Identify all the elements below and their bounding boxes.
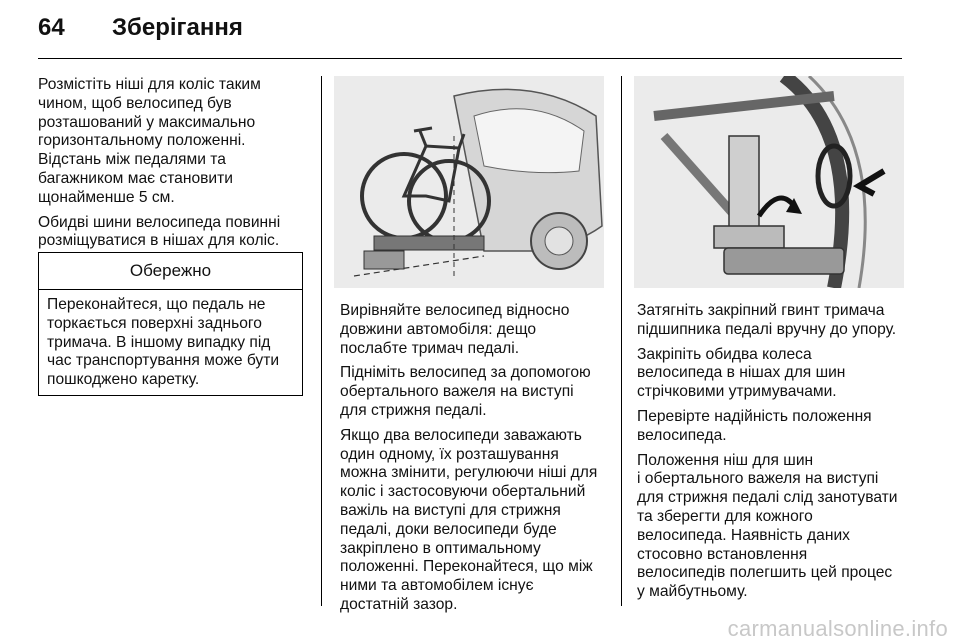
column-left	[38, 76, 308, 257]
paragraph: Розмістіть ніші для коліс таким чином, щоб велосипед був розташований у максимально горизонтальному положенні. Відстань між педалями та багажником має становити щонайменше 5 см.	[38, 76, 261, 206]
pedal-holder-illustration	[634, 76, 904, 288]
header-divider	[38, 58, 902, 59]
page-header	[38, 14, 243, 46]
paragraph: Вирівняйте велосипед відносно довжини автомобіля: дещо послабте тримач педалі.	[340, 302, 570, 357]
bike-on-carrier-image	[334, 76, 604, 288]
paragraph: Обидві шини велосипеда повинні розміщуватися в нішах для коліс.	[38, 213, 281, 250]
caution-title: Обережно	[39, 253, 302, 290]
caution-box	[38, 252, 303, 396]
section-title: Зберігання	[112, 14, 243, 41]
column-right	[637, 302, 912, 608]
column-divider	[321, 76, 322, 606]
watermark: carmanualsonline.info	[727, 616, 948, 641]
paragraph: Перевірте надійність положення велосипеда.	[637, 407, 872, 444]
paragraph: Якщо два велосипеди заважають один одному, їх розташування можна змінити, регулюючи ніші для коліс і застосовуючи обертальний важіль на виступі для стрижня педалі, доки велосипеди буде закріплено в оптимальному положенні. Переконайтеся, що між ними та автомобілем існує достатній зазор.	[340, 426, 598, 613]
page-number: 64	[38, 14, 65, 41]
pedal-holder-image	[634, 76, 904, 288]
bike-carrier-illustration	[334, 76, 604, 288]
caution-text: Переконайтеся, що педаль не торкається поверхні заднього тримача. В іншому випадку під час транспортування може бути пошкоджено каретку.	[47, 296, 280, 389]
paragraph: Підніміть велосипед за допомогою обертального важеля на виступі для стрижня педалі.	[340, 364, 591, 419]
paragraph: Закріпіть обидва колеса велосипеда в нішах для шин стрічковими утримувачами.	[637, 345, 846, 401]
paragraph: Положення ніш для шин і обертального важеля на виступі для стрижня педалі слід занотувати та зберегти для кожного велосипеда. Наявність даних стосовно встановлення велосипедів полегшить цей процес у майбутньому.	[637, 451, 898, 601]
column-middle	[340, 302, 625, 621]
paragraph: Затягніть закріпний гвинт тримача підшипника педалі вручну до упору.	[637, 302, 897, 338]
